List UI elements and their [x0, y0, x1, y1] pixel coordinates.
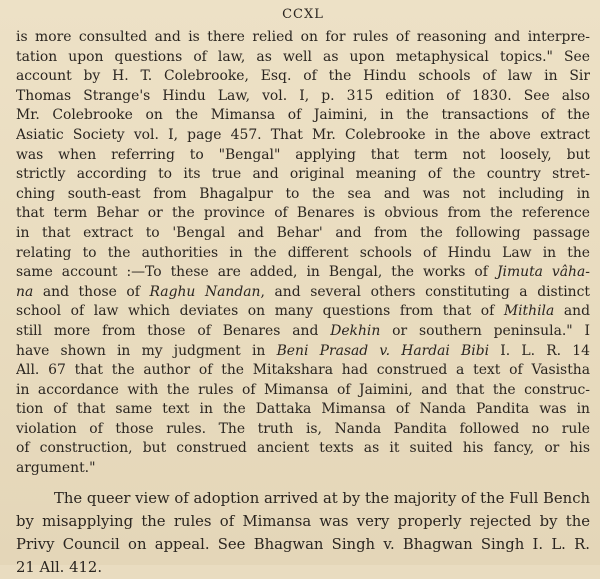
text-line [16, 204, 590, 224]
text-line [16, 283, 590, 303]
text-run: I. L. R. 14 [489, 342, 590, 359]
text-line [16, 146, 590, 166]
text-run: that term Behar or the province of Benares is obvious from the reference [16, 205, 590, 222]
text-run: Thomas Strange's Hindu Law, vol. I, p. 315 edition of 1830. See also [16, 87, 590, 104]
text-run: was when referring to "Bengal" applying that term not loosely, but [16, 146, 590, 163]
italic-text: Beni Prasad v. Hardai Bibi [276, 342, 490, 359]
text-line [16, 165, 590, 185]
text-run: or southern peninsula." I [380, 322, 590, 339]
text-run: of construction, but construed ancient texts as it suited his fancy, or his [16, 440, 590, 457]
text-line: by misapplying the rules of Mimansa was very properly rejected by the [16, 512, 590, 530]
text-line [16, 322, 590, 342]
text-run: , and several others constituting a distinct [260, 283, 590, 300]
text-run: violation of those rules. The truth is, Nanda Pandita followed no rule [16, 420, 590, 437]
text-run: same account :—To these are added, in Bengal, the works of [16, 264, 497, 281]
text-line [16, 224, 590, 244]
text-line [16, 87, 590, 107]
text-run: All. 67 that the author of the Mitakshara had construed a text of Vasistha [16, 362, 590, 379]
text-run: and [554, 303, 590, 320]
text-line [16, 420, 590, 440]
text-run: strictly according to its true and original meaning of the country stret- [16, 166, 590, 183]
italic-text: Dekhin [330, 322, 381, 339]
text-run: and those of [33, 283, 150, 300]
text-line: 21 All. 412. [16, 558, 103, 576]
italic-text: Jimuta vâha- [496, 264, 590, 281]
text-line [16, 459, 590, 479]
text-line: Privy Council on appeal. See Bhagwan Singh v. Bhagwan Singh I. L. R. [16, 535, 590, 553]
text-run: Mr. Colebrooke on the Mimansa of Jaimini, in the transactions of the [16, 107, 590, 124]
text-line [16, 381, 590, 401]
text-line [16, 244, 590, 264]
text-run: argument." [16, 460, 96, 477]
text-run: relating to the authorities in the different schools of Hindu Law in the [16, 244, 590, 261]
text-run: have shown in my judgment in [16, 342, 277, 359]
text-line [16, 263, 590, 283]
text-line [16, 106, 590, 126]
text-run: tation upon questions of law, as well as upon metaphysical topics." See [16, 48, 590, 65]
text-run: school of law which deviates on many questions from that of [16, 303, 504, 320]
text-run: Asiatic Society vol. I, page 457. That Mr. Colebrooke in the above extract [16, 126, 590, 143]
text-run: tion of that same text in the Dattaka Mimansa of Nanda Pandita was in [16, 401, 590, 418]
text-line [16, 48, 590, 68]
italic-text: Raghu Nandan [149, 283, 261, 300]
text-line [16, 28, 590, 48]
text-line [16, 67, 590, 87]
text-run: is more consulted and is there relied on for rules of reasoning and interpre- [16, 29, 590, 45]
quoted-footnote-block [16, 28, 590, 479]
italic-text: Mithila [503, 303, 555, 320]
text-run: account by H. T. Colebrooke, Esq. of the Hindu schools of law in Sir [16, 68, 590, 85]
text-line: The queer view of adoption arrived at by the majority of the Full Bench [54, 489, 590, 507]
text-line [16, 400, 590, 420]
italic-text: na [16, 283, 34, 300]
text-line [16, 342, 590, 362]
text-line [16, 185, 590, 205]
text-run: still more from those of Benares and [16, 322, 331, 339]
text-line [16, 126, 590, 146]
text-line [16, 302, 590, 322]
text-run: in that extract to 'Bengal and Behar' and from the following passage [16, 224, 590, 241]
text-run: in accordance with the rules of Mimansa of Jaimini, and that the construc- [16, 381, 590, 398]
text-run: ching south-east from Bhagalpur to the sea and was not including in [16, 185, 590, 202]
text-line [16, 361, 590, 381]
text-line [16, 439, 590, 459]
page-number: CCXL [282, 7, 324, 22]
